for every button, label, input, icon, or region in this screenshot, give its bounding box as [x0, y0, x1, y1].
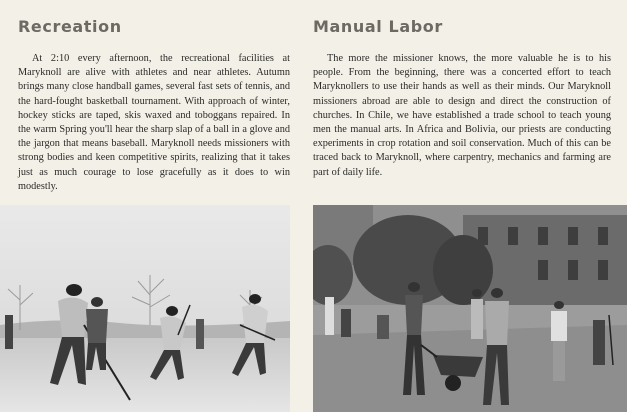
- recreation-heading: Recreation: [18, 17, 122, 36]
- manual-labor-heading: Manual Labor: [313, 17, 443, 36]
- ice-hockey-photo: [0, 205, 290, 412]
- manual-labor-paragraph: The more the missioner knows, the more valuable he is to his people. From the beginning, there was a concerted effort to teach Maryknollers to use their hands as well as their minds. Our Maryknoll missioners abroad are able to design and direct the construction of churches. In Chile, we have established a trade school to teach young men the manual arts. In Africa and Bolivia, our priests are conducting experiments in crop rotation and soil conservation. Much of this can be traced back to Maryknoll, where carpentry, mechanics and farming are part of daily life.: [313, 53, 611, 178]
- manual-labor-photo: [313, 205, 627, 412]
- recreation-paragraph: At 2:10 every afternoon, the recreational facilities at Maryknoll are alive with athletes and near athletes. Autumn brings many close handball games, several fast sets of tennis, and the hard-fought basketball tournament. With approach of winter, hockey sticks are taped, skis waxed and toboggans repaired. In the warm Spring you'll hear the sharp slap of a ball in a glove and the jargon that means baseball. Maryknoll needs missioners with strong bodies and keen competitive spirits, realizing that it takes just as much courage to lose gracefully as it does to win modestly.: [18, 53, 290, 192]
